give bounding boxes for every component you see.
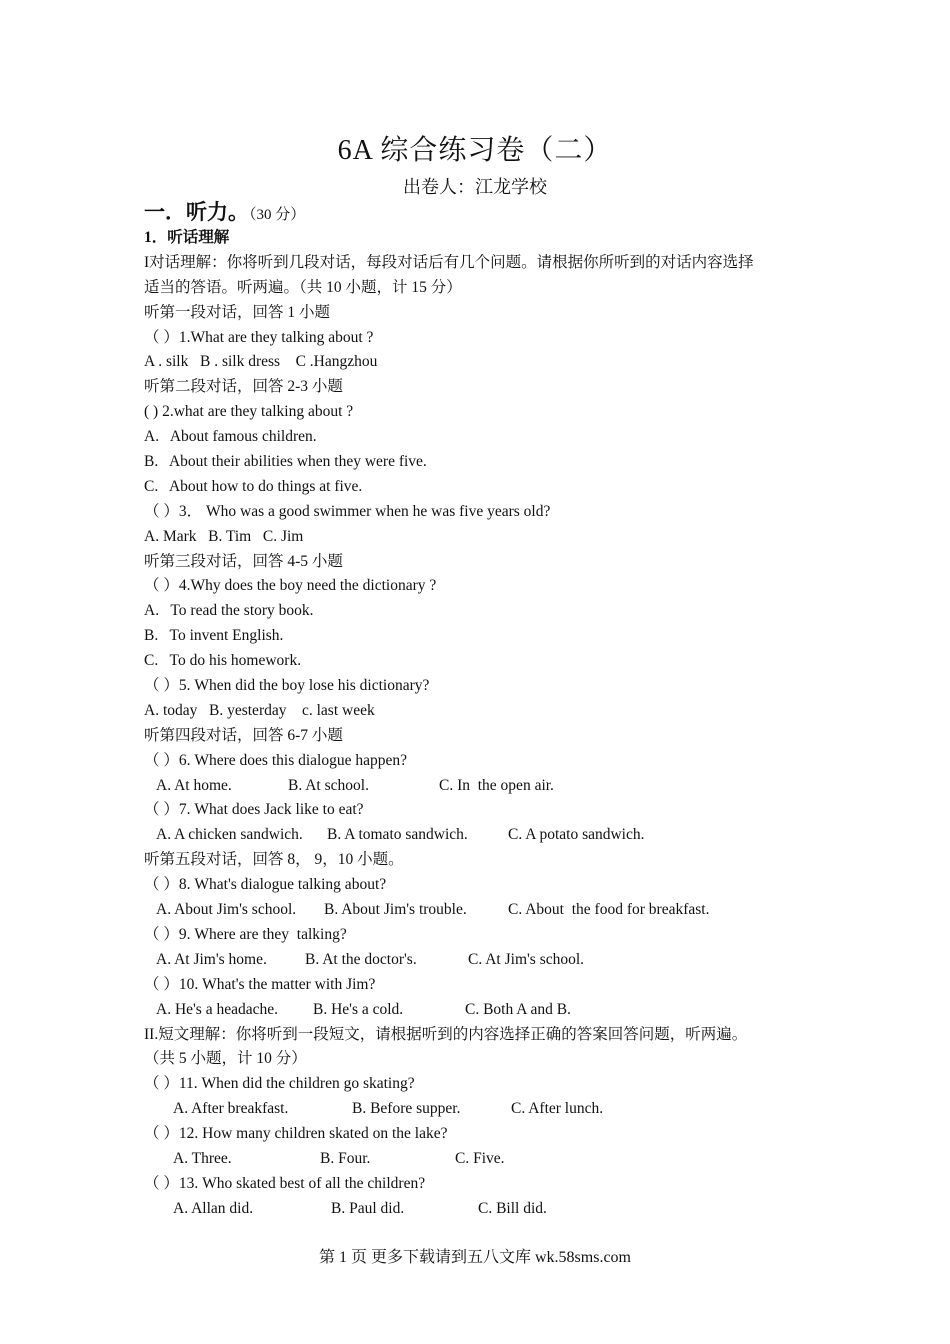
option: C. About the food for breakfast.: [508, 901, 710, 919]
dialogue-heading: 听第四段对话，回答 6-7 小题: [144, 726, 343, 744]
question: （ ）6. Where does this dialogue happen?: [144, 751, 407, 769]
option: A. At home.: [156, 776, 232, 794]
question-options: [144, 823, 824, 848]
page-subtitle: 出卷人：江龙学校: [403, 177, 547, 197]
option: B. At the doctor's.: [305, 950, 417, 968]
option: B. About their abilities when they were five.: [144, 453, 427, 471]
question: （ ）12. How many children skated on the lake?: [144, 1125, 448, 1143]
option: B. Four.: [320, 1149, 371, 1167]
option: A. Allan did.: [173, 1199, 254, 1217]
question-options: [144, 998, 824, 1023]
document-body: [144, 199, 824, 1222]
option: B. To invent English.: [144, 627, 284, 645]
question: （ ）1.What are they talking about ?: [144, 328, 374, 346]
option: A. Three.: [173, 1149, 232, 1167]
question: （ ）3． Who was a good swimmer when he was five years old?: [144, 502, 551, 520]
question: ( ) 2.what are they talking about ?: [144, 403, 354, 421]
dialogue-heading: 听第二段对话，回答 2-3 小题: [144, 378, 343, 396]
option: B. He's a cold.: [313, 1000, 404, 1018]
option: C. About how to do things at five.: [144, 477, 363, 495]
question: （ ）8. What's dialogue talking about?: [144, 876, 387, 894]
question: （ ）7. What does Jack like to eat?: [144, 801, 364, 819]
question: （ ）13. Who skated best of all the children?: [144, 1174, 426, 1192]
option: A. He's a headache.: [156, 1000, 278, 1018]
instruction-line: （共 5 小题，计 10 分）: [144, 1050, 307, 1068]
option: B. Paul did.: [331, 1199, 405, 1217]
page-title: 6A 综合练习卷（二）: [337, 135, 613, 166]
question: （ ）4.Why does the boy need the dictionary ?: [144, 577, 437, 595]
instruction-line: 适当的答语。听两遍。（共 10 小题，计 15 分）: [144, 278, 462, 296]
option: C. A potato sandwich.: [508, 826, 645, 844]
question-options: [144, 1147, 824, 1172]
option: C. To do his homework.: [144, 652, 302, 670]
option: C. At Jim's school.: [468, 950, 585, 968]
question: （ ）11. When did the children go skating?: [144, 1075, 415, 1093]
instruction-line: I对话理解：你将听到几段对话，每段对话后有几个问题。请根据你所听到的对话内容选择: [144, 253, 754, 271]
question-options: A. Mark B. Tim C. Jim: [144, 527, 304, 545]
question-options: [144, 1097, 824, 1122]
option: A. After breakfast.: [173, 1100, 289, 1118]
question-options: [144, 898, 824, 923]
option: B. At school.: [288, 776, 369, 794]
page-footer: 第 1 页 更多下载请到五八文库 wk.58sms.com: [318, 1249, 631, 1266]
question: （ ）10. What's the matter with Jim?: [144, 975, 376, 993]
option: A. At Jim's home.: [156, 950, 267, 968]
question-options: A. today B. yesterday c. last week: [144, 701, 375, 719]
question-options: [144, 774, 824, 799]
question-options: [144, 1197, 824, 1222]
question: （ ）5. When did the boy lose his dictionary?: [144, 677, 430, 695]
option: C. In the open air.: [439, 776, 554, 794]
option: B. About Jim's trouble.: [324, 901, 467, 919]
option: A. About famous children.: [144, 428, 317, 446]
dialogue-heading: 听第三段对话，回答 4-5 小题: [144, 552, 343, 570]
option: C. Both A and B.: [465, 1000, 571, 1018]
option: A. To read the story book.: [144, 602, 314, 620]
section-heading: 一．听力。（30 分）: [144, 200, 306, 224]
option: A. A chicken sandwich.: [156, 826, 303, 844]
option: B. A tomato sandwich.: [327, 826, 468, 844]
question-options: A . silk B . silk dress C .Hangzhou: [144, 353, 378, 371]
option: C. Five.: [455, 1149, 505, 1167]
question: （ ）9. Where are they talking?: [144, 925, 347, 943]
option: A. About Jim's school.: [156, 901, 297, 919]
option: B. Before supper.: [352, 1100, 461, 1118]
question-options: [144, 948, 824, 973]
option: C. After lunch.: [511, 1100, 604, 1118]
option: C. Bill did.: [478, 1199, 547, 1217]
dialogue-heading: 听第一段对话，回答 1 小题: [144, 303, 331, 321]
part1-heading: 1．听话理解: [144, 229, 230, 246]
dialogue-heading: 听第五段对话，回答 8， 9，10 小题。: [144, 851, 404, 869]
instruction-line: II.短文理解：你将听到一段短文，请根据听到的内容选择正确的答案回答问题，听两遍。: [144, 1025, 748, 1043]
